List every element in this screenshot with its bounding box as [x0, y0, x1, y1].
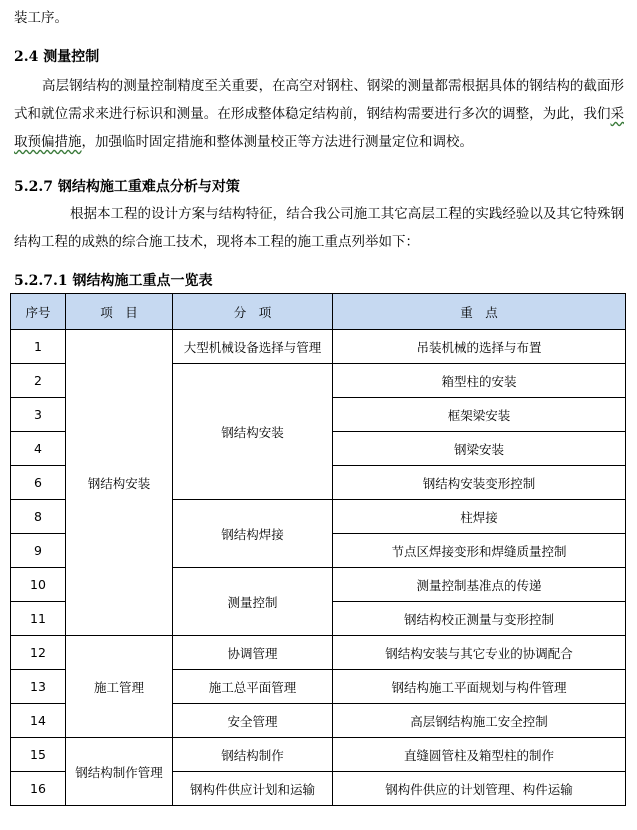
subitem-cell: 钢构件供应计划和运输 [173, 772, 333, 806]
row-number: 9 [11, 534, 66, 568]
row-number: 1 [11, 330, 66, 364]
header-item: 项 目 [66, 294, 173, 330]
keypoint-cell: 钢梁安装 [333, 432, 626, 466]
subitem-cell: 施工总平面管理 [173, 670, 333, 704]
keypoint-cell: 框架梁安装 [333, 398, 626, 432]
subitem-cell: 钢结构焊接 [173, 500, 333, 568]
keypoint-cell: 高层钢结构施工安全控制 [333, 704, 626, 738]
row-number: 2 [11, 364, 66, 398]
keypoint-cell: 直缝圆管柱及箱型柱的制作 [333, 738, 626, 772]
keypoint-cell: 钢结构安装变形控制 [333, 466, 626, 500]
keypoint-cell: 钢结构安装与其它专业的协调配合 [333, 636, 626, 670]
subitem-cell: 测量控制 [173, 568, 333, 636]
row-number: 16 [11, 772, 66, 806]
subitem-cell: 大型机械设备选择与管理 [173, 330, 333, 364]
row-number: 8 [11, 500, 66, 534]
keypoint-cell: 节点区焊接变形和焊缝质量控制 [333, 534, 626, 568]
row-number: 13 [11, 670, 66, 704]
paragraph-measurement [14, 72, 624, 156]
continuation-text: 装工序。 [14, 10, 68, 26]
section-heading-measurement: 2.4 测量控制 [14, 49, 100, 65]
subitem-cell: 协调管理 [173, 636, 333, 670]
row-number: 4 [11, 432, 66, 466]
item-cell: 钢结构安装 [66, 330, 173, 636]
key-points-table [10, 293, 626, 806]
table-row [11, 330, 626, 364]
row-number: 14 [11, 704, 66, 738]
subitem-cell: 钢结构安装 [173, 364, 333, 500]
paragraph-text-post: ，加强临时固定措施和整体测量校正等方法进行测量定位和调校。 [81, 134, 473, 150]
table-row [11, 636, 626, 670]
section-heading-table: 5.2.7.1 钢结构施工重点一览表 [14, 273, 213, 289]
marked-phrase: 采取预偏措施 [14, 106, 624, 150]
keypoint-cell: 钢结构施工平面规划与构件管理 [333, 670, 626, 704]
item-cell: 施工管理 [66, 636, 173, 738]
row-number: 6 [11, 466, 66, 500]
row-number: 12 [11, 636, 66, 670]
table-header-row [11, 294, 626, 330]
keypoint-cell: 钢构件供应的计划管理、构件运输 [333, 772, 626, 806]
keypoint-cell: 柱焊接 [333, 500, 626, 534]
table-row [11, 738, 626, 772]
item-cell: 钢结构制作管理 [66, 738, 173, 806]
section-heading-analysis: 5.2.7 钢结构施工重难点分析与对策 [14, 179, 240, 195]
header-no: 序号 [11, 294, 66, 330]
table-body [11, 330, 626, 806]
row-number: 10 [11, 568, 66, 602]
row-number: 15 [11, 738, 66, 772]
header-keypoint: 重 点 [333, 294, 626, 330]
keypoint-cell: 测量控制基准点的传递 [333, 568, 626, 602]
paragraph-analysis [14, 200, 624, 256]
subitem-cell: 安全管理 [173, 704, 333, 738]
paragraph-text-pre: 高层钢结构的测量控制精度至关重要，在高空对钢柱、钢梁的测量都需根据具体的钢结构的截面形式和就位需求来进行标识和测量。在形成整体稳定结构前，钢结构需要进行多次的调整，为此，我们 [14, 78, 624, 122]
row-number: 11 [11, 602, 66, 636]
row-number: 3 [11, 398, 66, 432]
keypoint-cell: 吊装机械的选择与布置 [333, 330, 626, 364]
header-subitem: 分 项 [173, 294, 333, 330]
keypoint-cell: 钢结构校正测量与变形控制 [333, 602, 626, 636]
subitem-cell: 钢结构制作 [173, 738, 333, 772]
keypoint-cell: 箱型柱的安装 [333, 364, 626, 398]
paragraph-analysis-text: 根据本工程的设计方案与结构特征，结合我公司施工其它高层工程的实践经验以及其它特殊钢结构工程的成熟的综合施工技术，现将本工程的施工重点列举如下： [14, 206, 624, 250]
